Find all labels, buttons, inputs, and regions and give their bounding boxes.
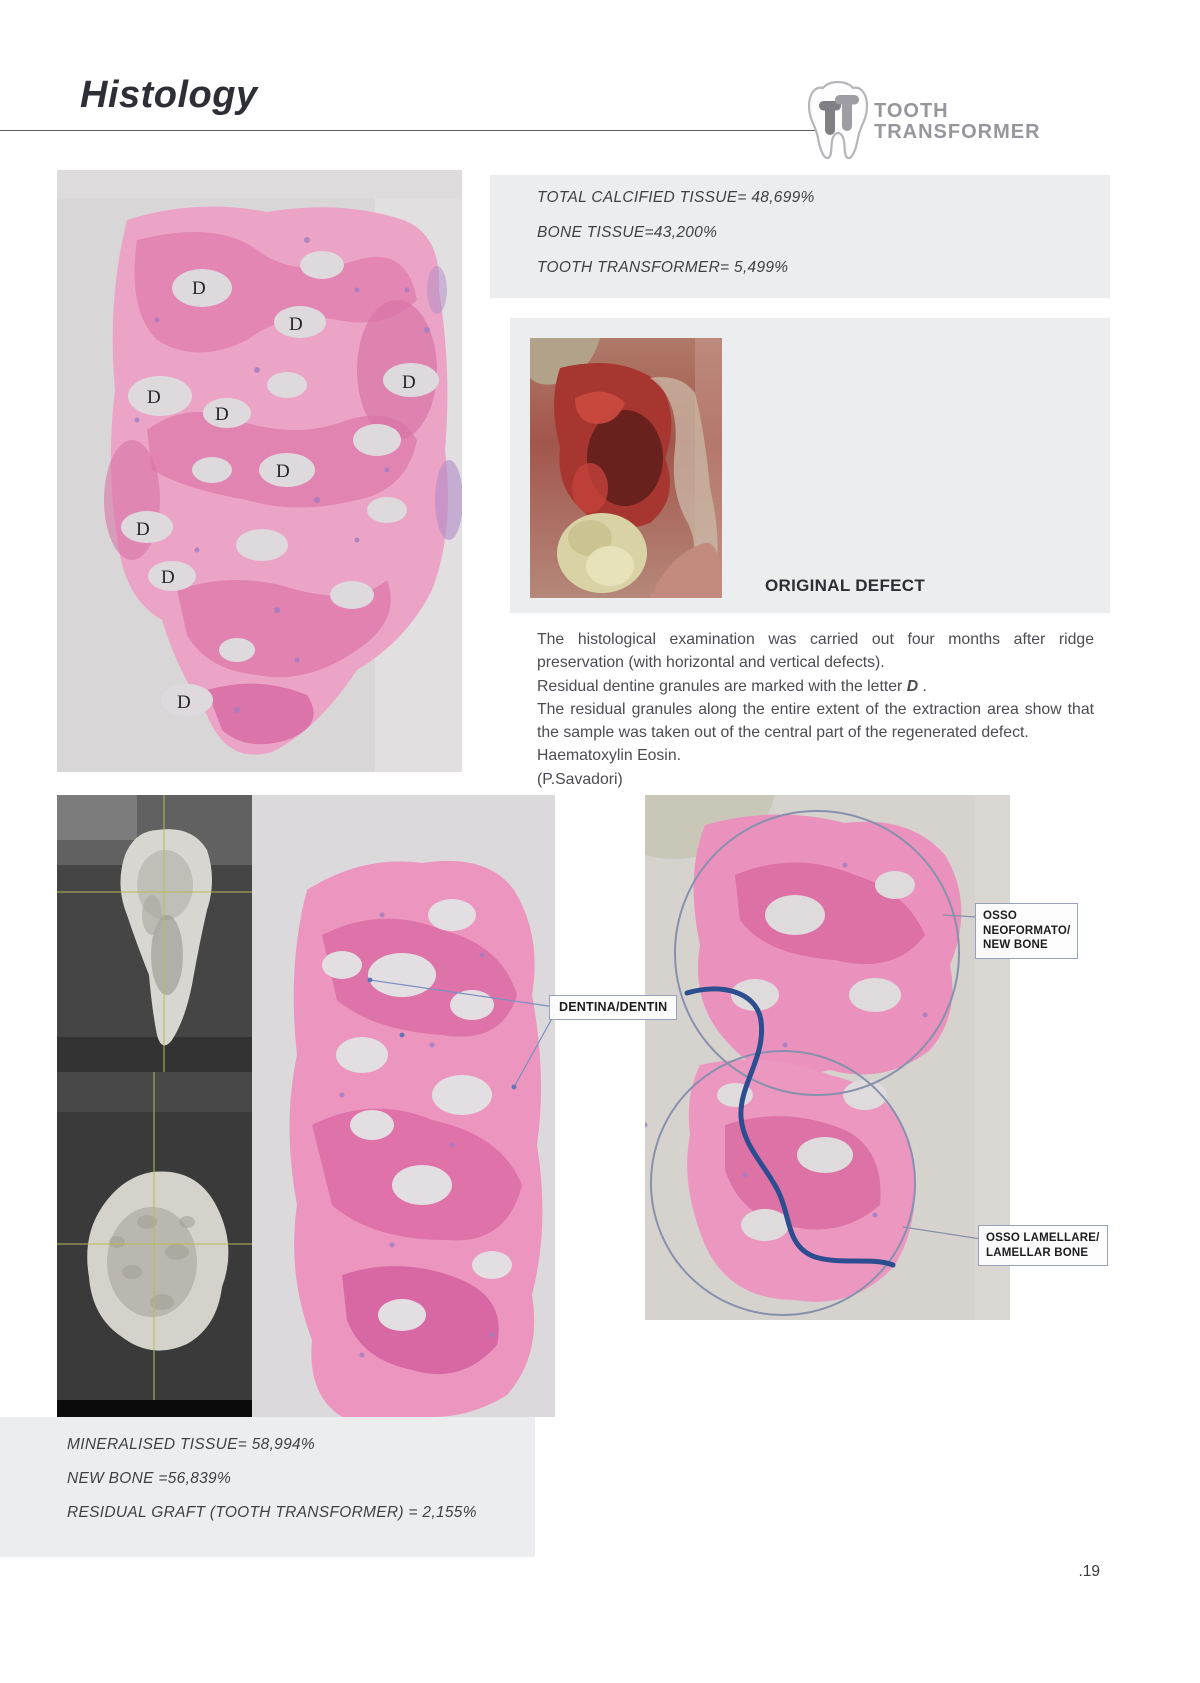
- new-bone-label-line2: NEOFORMATO/: [983, 924, 1071, 937]
- description-sentence-2-post: .: [918, 677, 927, 695]
- dentine-marker: D: [215, 404, 229, 425]
- page-number: .19: [1078, 1563, 1100, 1580]
- histology-micrograph-middle: [252, 795, 555, 1417]
- histology-micrograph-left: [57, 170, 462, 772]
- stat-mineralised-tissue: MINERALISED TISSUE= 58,994%: [67, 1436, 316, 1453]
- dentin-annotation-label: DENTINA/DENTIN: [549, 995, 677, 1020]
- dentine-marker: D: [147, 387, 161, 408]
- new-bone-annotation-label: [975, 903, 1078, 959]
- description-paragraph: [537, 628, 1094, 791]
- lamellar-bone-annotation-label: [978, 1225, 1108, 1266]
- description-stain-note: Haematoxylin Eosin.: [537, 747, 681, 765]
- dentine-marker: D: [177, 692, 191, 713]
- stat-tooth-transformer: TOOTH TRANSFORMER= 5,499%: [537, 259, 789, 276]
- original-defect-photo: [530, 338, 722, 598]
- lamellar-label-line1: OSSO LAMELLARE/: [986, 1232, 1100, 1244]
- stat-new-bone: NEW BONE =56,839%: [67, 1470, 232, 1487]
- brand-name-line1: TOOTH: [874, 100, 949, 122]
- ct-scan-tooth: [57, 795, 252, 1072]
- new-bone-label-line3: NEW BONE: [983, 939, 1048, 951]
- header-divider: [0, 130, 856, 131]
- description-sentence-2-pre: Residual dentine granules are marked with the letter: [537, 677, 907, 695]
- dentine-marker: D: [289, 314, 303, 335]
- description-author: (P.Savadori): [537, 770, 623, 788]
- histology-micrograph-left-image: [57, 170, 462, 772]
- histology-micrograph-right: [645, 795, 1010, 1320]
- stat-total-calcified: TOTAL CALCIFIED TISSUE= 48,699%: [537, 189, 815, 206]
- description-sentence-1: The histological examination was carried out four months after ridge preservation (with horizontal and vertical defects).: [537, 631, 1094, 672]
- original-defect-caption: ORIGINAL DEFECT: [765, 576, 926, 595]
- dentine-marker: D: [276, 461, 290, 482]
- dentine-marker: D: [192, 278, 206, 299]
- stat-bone-tissue: BONE TISSUE=43,200%: [537, 224, 718, 241]
- description-d-marker: D: [906, 677, 919, 695]
- brand-name-line2: TRANSFORMER: [874, 121, 1041, 143]
- brand-name: [874, 101, 1041, 143]
- dentine-marker: D: [402, 372, 416, 393]
- dentine-marker: D: [136, 519, 150, 540]
- description-sentence-2: [537, 675, 1094, 698]
- description-sentence-3: The residual granules along the entire extent of the extraction area show that the sample was taken out of the central part of the regenerated defect.: [537, 700, 1094, 742]
- new-bone-label-line1: OSSO: [983, 910, 1018, 922]
- page-title: Histology: [80, 74, 258, 116]
- lamellar-label-line2: LAMELLAR BONE: [986, 1246, 1089, 1259]
- top-stats: [537, 189, 815, 294]
- dentine-marker: D: [161, 567, 175, 588]
- tooth-logo-icon: [806, 78, 870, 167]
- bottom-stats: [67, 1436, 477, 1538]
- brand-logo: [806, 80, 1066, 164]
- stat-residual-graft: RESIDUAL GRAFT (TOOTH TRANSFORMER) = 2,155%: [67, 1504, 477, 1521]
- ct-scan-cross-section: [57, 1072, 252, 1417]
